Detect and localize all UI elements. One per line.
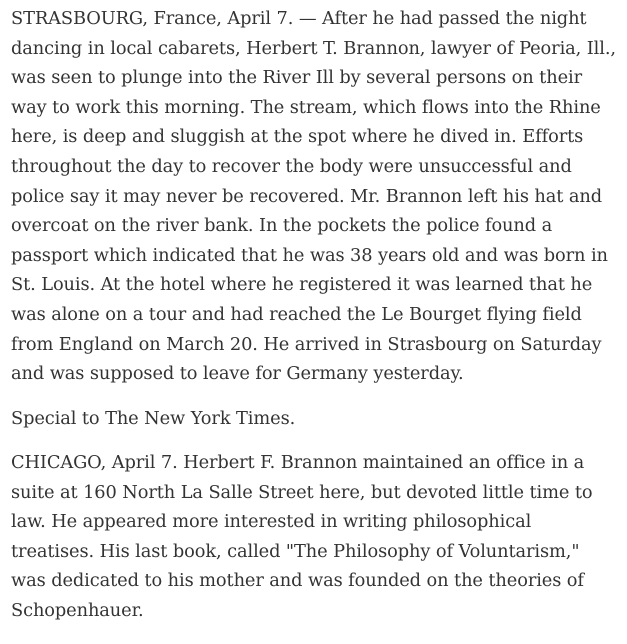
article-paragraph-special-note: Special to The New York Times. [11, 407, 296, 429]
article-paragraph-strasbourg: STRASBOURG, France, April 7. — After he had passed the night dancing in local cabarets, Herbert T. Brannon, lawyer of Peoria, Ill., was seen to plunge into the River Ill by several persons on their way to work this morning. The stream, which flows into the Rhine here, is deep and sluggish at the spot where he dived in. Efforts throughout the day to recover the body were unsuccessful and police say it may never be recovered. Mr. Brannon left his hat and overcoat on the river bank. In the pockets the police found a passport which indicated that he was 38 years old and was born in St. Louis. At the hotel where he registered it was learned that he was alone on a tour and had reached the Le Bourget flying field from England on March 20. He arrived in Strasbourg on Saturday and was supposed to leave for Germany yesterday. [11, 8, 616, 385]
article-paragraph-chicago: CHICAGO, April 7. Herbert F. Brannon maintained an office in a suite at 160 North La Salle Street here, but devoted little time to law. He appeared more interested in writing philosophical treatises. His last book, called "The Philosophy of Voluntarism," was dedicated to his mother and was founded on the theories of Schopenhauer. [11, 451, 593, 621]
